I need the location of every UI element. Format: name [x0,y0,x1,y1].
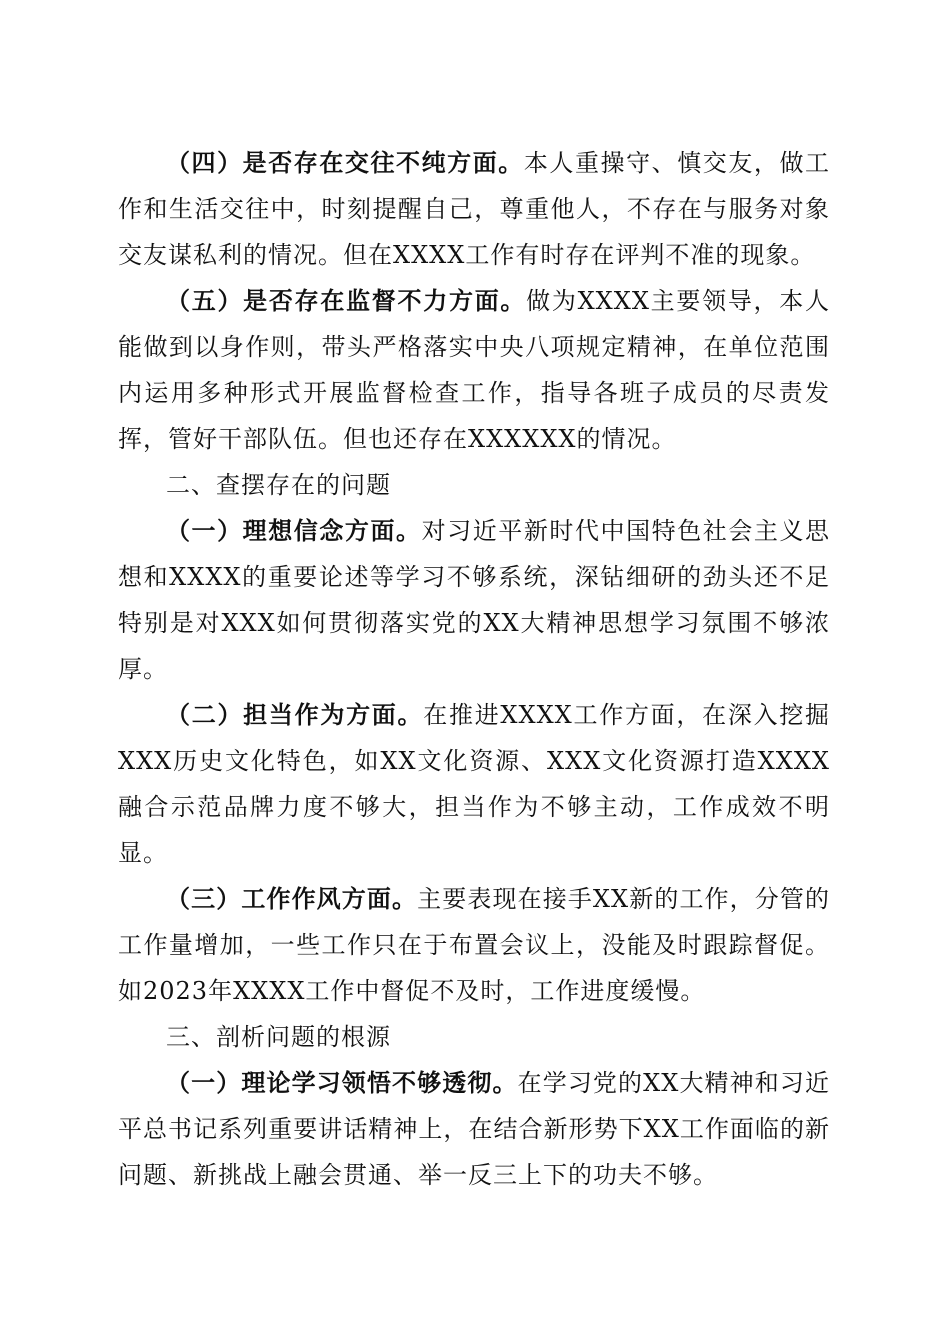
paragraph-theory-study [118,1060,830,1198]
paragraph-lead: （四）是否存在交往不纯方面。 [166,148,524,177]
paragraph-body: 对习近平新时代中国特色社会主义思想和XXXX的重要论述等学习不够系统，深钻细研的劲头还不足特别是对XXX如何贯彻落实党的XX大精神思想学习氛围不够浓厚。 [118,517,831,683]
section-heading-two: 二、查摆存在的问题 [166,471,391,499]
paragraph-body: 做为XXXX主要领导，本人能做到以身作则，带头严格落实中央八项规定精神，在单位范围内运用多种形式开展监督检查工作，指导各班子成员的尽责发挥，管好干部队伍。但也还存在XXXXXX的情况。 [118,287,831,453]
paragraph-body: 在学习党的XX大精神和习近平总书记系列重要讲话精神上，在结合新形势下XX工作面临的新问题、新挑战上融会贯通、举一反三上下的功夫不够。 [118,1069,831,1189]
paragraph-lead: （五）是否存在监督不力方面。 [166,286,527,315]
paragraph-responsibility [118,692,830,876]
paragraph-four [118,140,830,278]
section-heading-three: 三、剖析问题的根源 [166,1023,391,1051]
document-page [118,140,830,1198]
paragraph-body: 在推进XXXX工作方面，在深入挖掘XXX历史文化特色，如XX文化资源、XXX文化资源打造XXXX融合示范品牌力度不够大，担当作为不够主动，工作成效不明显。 [118,701,831,867]
paragraph-body: 主要表现在接手XX新的工作，分管的工作量增加，一些工作只在于布置会议上，没能及时跟踪督促。如2023年XXXX工作中督促不及时，工作进度缓慢。 [118,885,831,1005]
paragraph-lead: （一）理论学习领悟不够透彻。 [166,1068,518,1097]
paragraph-lead: （三）工作作风方面。 [166,884,418,913]
paragraph-five [118,278,830,462]
paragraph-body: 本人重操守、慎交友，做工作和生活交往中，时刻提醒自己，尊重他人，不存在与服务对象交友谋私利的情况。但在XXXX工作有时存在评判不准的现象。 [118,149,831,269]
paragraph-work-style [118,876,830,1014]
paragraph-lead: （二）担当作为方面。 [166,700,424,729]
paragraph-ideals [118,508,830,692]
paragraph-lead: （一）理想信念方面。 [166,516,422,545]
